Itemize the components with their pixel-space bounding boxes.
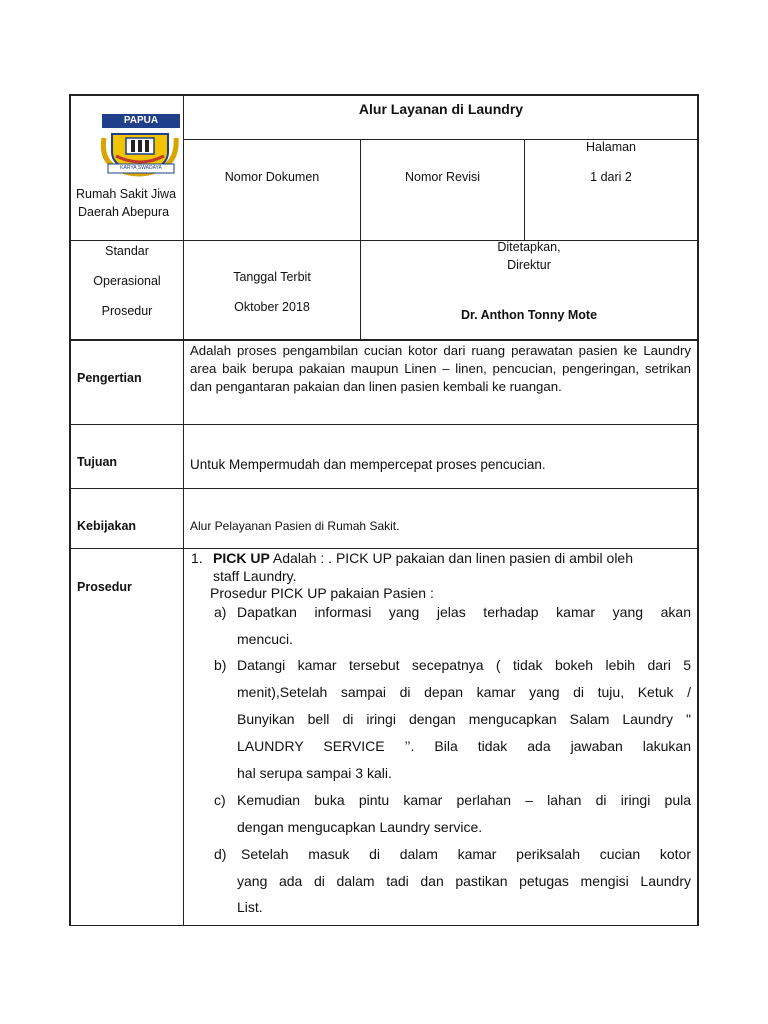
sop-line2: Operasional xyxy=(93,274,161,288)
halaman-value: 1 dari 2 xyxy=(590,170,632,184)
hospital-name-line2: Daerah Abepura xyxy=(78,205,170,219)
nomor-dokumen-label: Nomor Dokumen xyxy=(224,170,320,184)
step-b-line2: menit),Setelah sampai di depan kamar yang di tuju, Ketuk / xyxy=(237,684,691,700)
prosedur-line3: Prosedur PICK UP pakaian Pasien : xyxy=(210,585,434,601)
step-d-marker: d) xyxy=(214,846,227,862)
pick-up-definition: Adalah : . PICK UP pakaian dan linen pasien di ambil oleh xyxy=(269,550,633,566)
kebijakan-label: Kebijakan xyxy=(77,519,137,533)
step-c-marker: c) xyxy=(214,792,226,808)
tujuan-label: Tujuan xyxy=(77,455,118,469)
step-a-line2: mencuci. xyxy=(237,631,294,647)
kebijakan-text: Alur Pelayanan Pasien di Rumah Sakit. xyxy=(190,519,400,533)
direktur-label: Direktur xyxy=(507,258,551,272)
pengertian-text: Adalah proses pengambilan cucian kotor dari ruang perawatan pasien ke Laundry area baik berupa pakaian maupun Linen – linen, pencucian, pengeringan, setrikan dan pengantaran pakaian dan linen pasien kembali ke ruangan. xyxy=(190,343,691,394)
step-b-line5: hal serupa sampai 3 kali. xyxy=(237,765,392,781)
step-d-line1: Setelah masuk di dalam kamar periksalah cucian kotor xyxy=(241,846,691,862)
prosedur-line2: staff Laundry. xyxy=(213,568,297,584)
director-name: Dr. Anthon Tonny Mote xyxy=(460,308,598,322)
tanggal-terbit-label: Tanggal Terbit xyxy=(233,270,311,284)
step-c-line2: dengan mengucapkan Laundry service. xyxy=(237,819,483,835)
pengertian-label: Pengertian xyxy=(77,371,142,385)
pick-up-term: PICK UP xyxy=(213,550,270,566)
logo-motto-text: KARYA SWADAYA xyxy=(120,165,162,171)
prosedur-label: Prosedur xyxy=(77,580,132,594)
step-b-marker: b) xyxy=(214,657,227,673)
step-a-line1: Dapatkan informasi yang jelas terhadap kamar yang akan xyxy=(237,604,691,620)
nomor-revisi-label: Nomor Revisi xyxy=(404,170,480,184)
tujuan-text: Untuk Mempermudah dan mempercepat proses pencucian. xyxy=(190,457,546,472)
sop-line3: Prosedur xyxy=(101,304,153,318)
step-c-line1: Kemudian buka pintu kamar perlahan – lahan di iringi pula xyxy=(237,792,691,808)
tanggal-terbit-value: Oktober 2018 xyxy=(234,300,310,314)
step-b-line4: LAUNDRY SERVICE ’’. Bila tidak ada jawaban lakukan xyxy=(237,738,691,754)
step-d-line2: yang ada di dalam tadi dan pastikan petugas mengisi Laundry xyxy=(237,873,691,889)
logo-banner-text: PAPUA xyxy=(123,115,159,126)
sop-line1: Standar xyxy=(105,244,149,258)
step-b-line3: Bunyikan bell di iringi dengan mengucapkan Salam Laundry " xyxy=(237,711,691,727)
ditetapkan-label: Ditetapkan, xyxy=(497,240,561,254)
step-a-marker: a) xyxy=(214,604,227,620)
halaman-label: Halaman xyxy=(585,140,637,154)
step-d-line3: List. xyxy=(237,899,263,915)
hospital-name-line1: Rumah Sakit Jiwa xyxy=(76,187,177,201)
prosedur-item-number: 1. xyxy=(191,550,203,566)
step-b-line1: Datangi kamar tersebut secepatnya ( tidak bokeh lebih dari 5 xyxy=(237,657,691,673)
prosedur-line1 xyxy=(213,550,633,566)
document-title: Alur Layanan di Laundry xyxy=(358,101,524,117)
